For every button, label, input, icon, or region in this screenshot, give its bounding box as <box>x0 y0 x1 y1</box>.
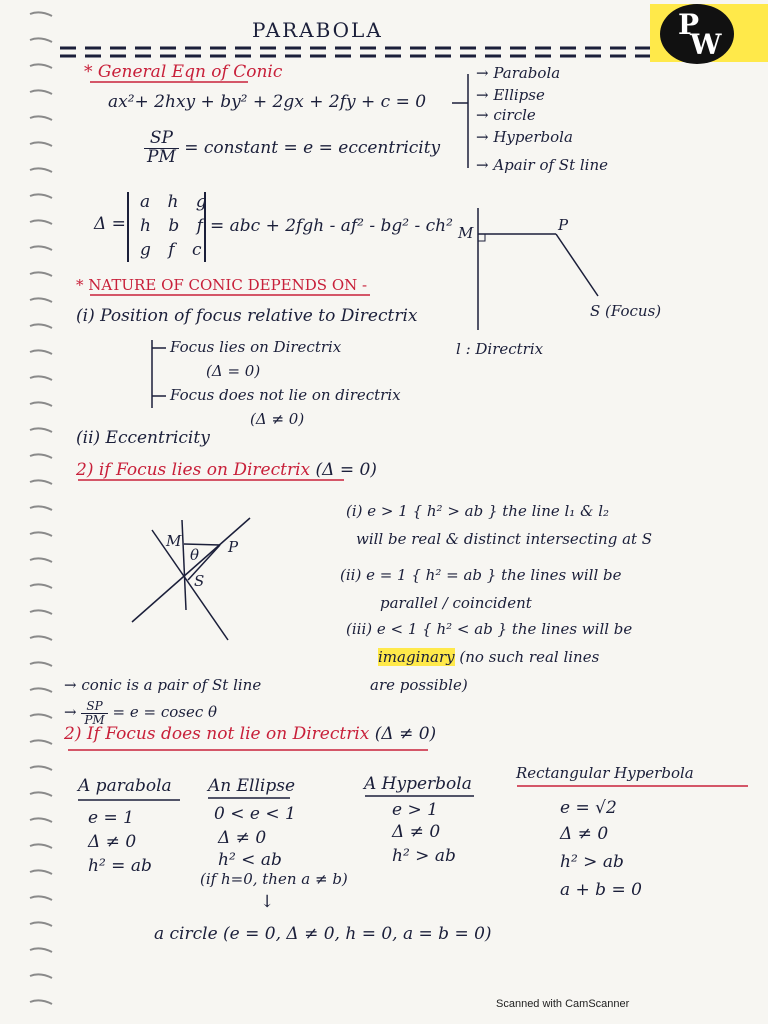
pair-diagram-s: S <box>194 572 205 590</box>
ratio-denominator: PM <box>147 146 176 167</box>
nature-item-2: (ii) Eccentricity <box>76 428 210 448</box>
heading-cond: (Δ = 0) <box>315 460 377 480</box>
case-3-imaginary: imaginary <box>378 648 455 666</box>
heading2-text: 2) If Focus does not lie on Directrix <box>64 724 370 744</box>
col-rect-hyperbola-row-4: a + b = 0 <box>560 880 642 900</box>
general-equation: ax²+ 2hxy + by² + 2gx + 2fy + c = 0 <box>108 92 427 112</box>
case-3-line-b <box>378 648 599 666</box>
scanner-watermark: Scanned with CamScanner <box>496 998 630 1010</box>
focus-on-directrix-heading <box>76 460 377 480</box>
focus-not-on-directrix-heading <box>64 724 436 744</box>
case-3-note: (no such real lines <box>459 648 600 666</box>
note-cosec-rhs: = e = cosec θ <box>112 703 218 722</box>
diagram-label-m: M <box>458 224 474 242</box>
eccentricity-ratio <box>144 130 440 167</box>
branch-ellipse: → Ellipse <box>476 86 545 104</box>
note-pair-of-lines: → conic is a pair of St line <box>64 676 262 694</box>
nature-case-b: Focus does not lie on directrix <box>170 386 401 404</box>
general-eq-heading: * General Eqn of Conic <box>84 62 283 82</box>
note-cosec-num: SP <box>81 700 107 714</box>
determinant-row-3: g f c <box>140 240 208 260</box>
ratio-rhs: = constant = e = eccentricity <box>184 137 441 158</box>
nature-case-b-cond: (Δ ≠ 0) <box>250 410 305 428</box>
pair-diagram-m: M <box>166 532 182 550</box>
col-ellipse-row-3: h² < ab <box>218 850 282 870</box>
col-ellipse-row-4: (if h=0, then a ≠ b) <box>200 870 348 888</box>
heading2-cond: (Δ ≠ 0) <box>374 724 437 744</box>
case-3-line-a: (iii) e < 1 { h² < ab } the lines will be <box>346 620 633 638</box>
col-hyperbola-title: A Hyperbola <box>364 774 472 794</box>
pw-logo: P W <box>660 4 734 64</box>
ratio-numerator: SP <box>144 130 179 149</box>
diagram-label-focus: S (Focus) <box>590 302 662 320</box>
col-ellipse-row-1: 0 < e < 1 <box>214 804 296 824</box>
col-parabola-row-2: Δ ≠ 0 <box>88 832 137 852</box>
col-parabola-row-3: h² = ab <box>88 856 152 876</box>
col-rect-hyperbola-row-2: Δ ≠ 0 <box>560 824 609 844</box>
case-2-line-b: parallel / coincident <box>380 594 532 612</box>
case-1-line-a: (i) e > 1 { h² > ab } the line l₁ & l₂ <box>346 502 610 520</box>
nature-case-a: Focus lies on Directrix <box>170 338 342 356</box>
determinant-row-1: a h g <box>140 192 213 212</box>
diagram-label-p: P <box>558 216 569 234</box>
col-rect-hyperbola-title: Rectangular Hyperbola <box>516 764 694 782</box>
determinant-row-2: h b f <box>140 216 209 236</box>
note-cosec-arrow: → <box>64 703 77 722</box>
pair-diagram-p: P <box>228 538 239 556</box>
col-hyperbola-row-3: h² > ab <box>392 846 456 866</box>
case-1-line-b: will be real & distinct intersecting at S <box>356 530 653 548</box>
col-parabola-row-1: e = 1 <box>88 808 134 828</box>
note-cosec <box>64 700 217 726</box>
case-3-line-c: are possible) <box>370 676 468 694</box>
nature-heading: * NATURE OF CONIC DEPENDS ON - <box>76 276 368 294</box>
diagram-label-directrix: l : Directrix <box>456 340 544 358</box>
col-parabola-title: A parabola <box>78 776 172 796</box>
col-hyperbola-row-2: Δ ≠ 0 <box>392 822 441 842</box>
branch-circle: → circle <box>476 106 536 124</box>
col-ellipse-title: An Ellipse <box>208 776 296 796</box>
circle-note: a circle (e = 0, Δ ≠ 0, h = 0, a = b = 0) <box>154 924 492 944</box>
page-title: PARABOLA <box>252 18 383 42</box>
nature-item-1: (i) Position of focus relative to Directrix <box>76 306 418 326</box>
col-ellipse-row-2: Δ ≠ 0 <box>218 828 267 848</box>
heading-text: 2) if Focus lies on Directrix <box>76 460 311 480</box>
col-rect-hyperbola-row-3: h² > ab <box>560 852 624 872</box>
determinant-rhs: = abc + 2fgh - af² - bg² - ch² <box>210 216 453 236</box>
determinant-lhs: Δ = <box>94 214 126 234</box>
branch-parabola: → Parabola <box>476 64 561 82</box>
case-2-line-a: (ii) e = 1 { h² = ab } the lines will be <box>340 566 622 584</box>
branch-hyperbola: → Hyperbola <box>476 128 573 146</box>
nature-case-a-cond: (Δ = 0) <box>206 362 261 380</box>
down-arrow: ↓ <box>260 892 275 912</box>
col-rect-hyperbola-row-1: e = √2 <box>560 798 617 818</box>
col-hyperbola-row-1: e > 1 <box>392 800 438 820</box>
branch-pair-of-lines: → Apair of St line <box>476 156 609 174</box>
note-cosec-den: PM <box>84 712 105 727</box>
pair-diagram-theta: θ <box>190 546 200 564</box>
